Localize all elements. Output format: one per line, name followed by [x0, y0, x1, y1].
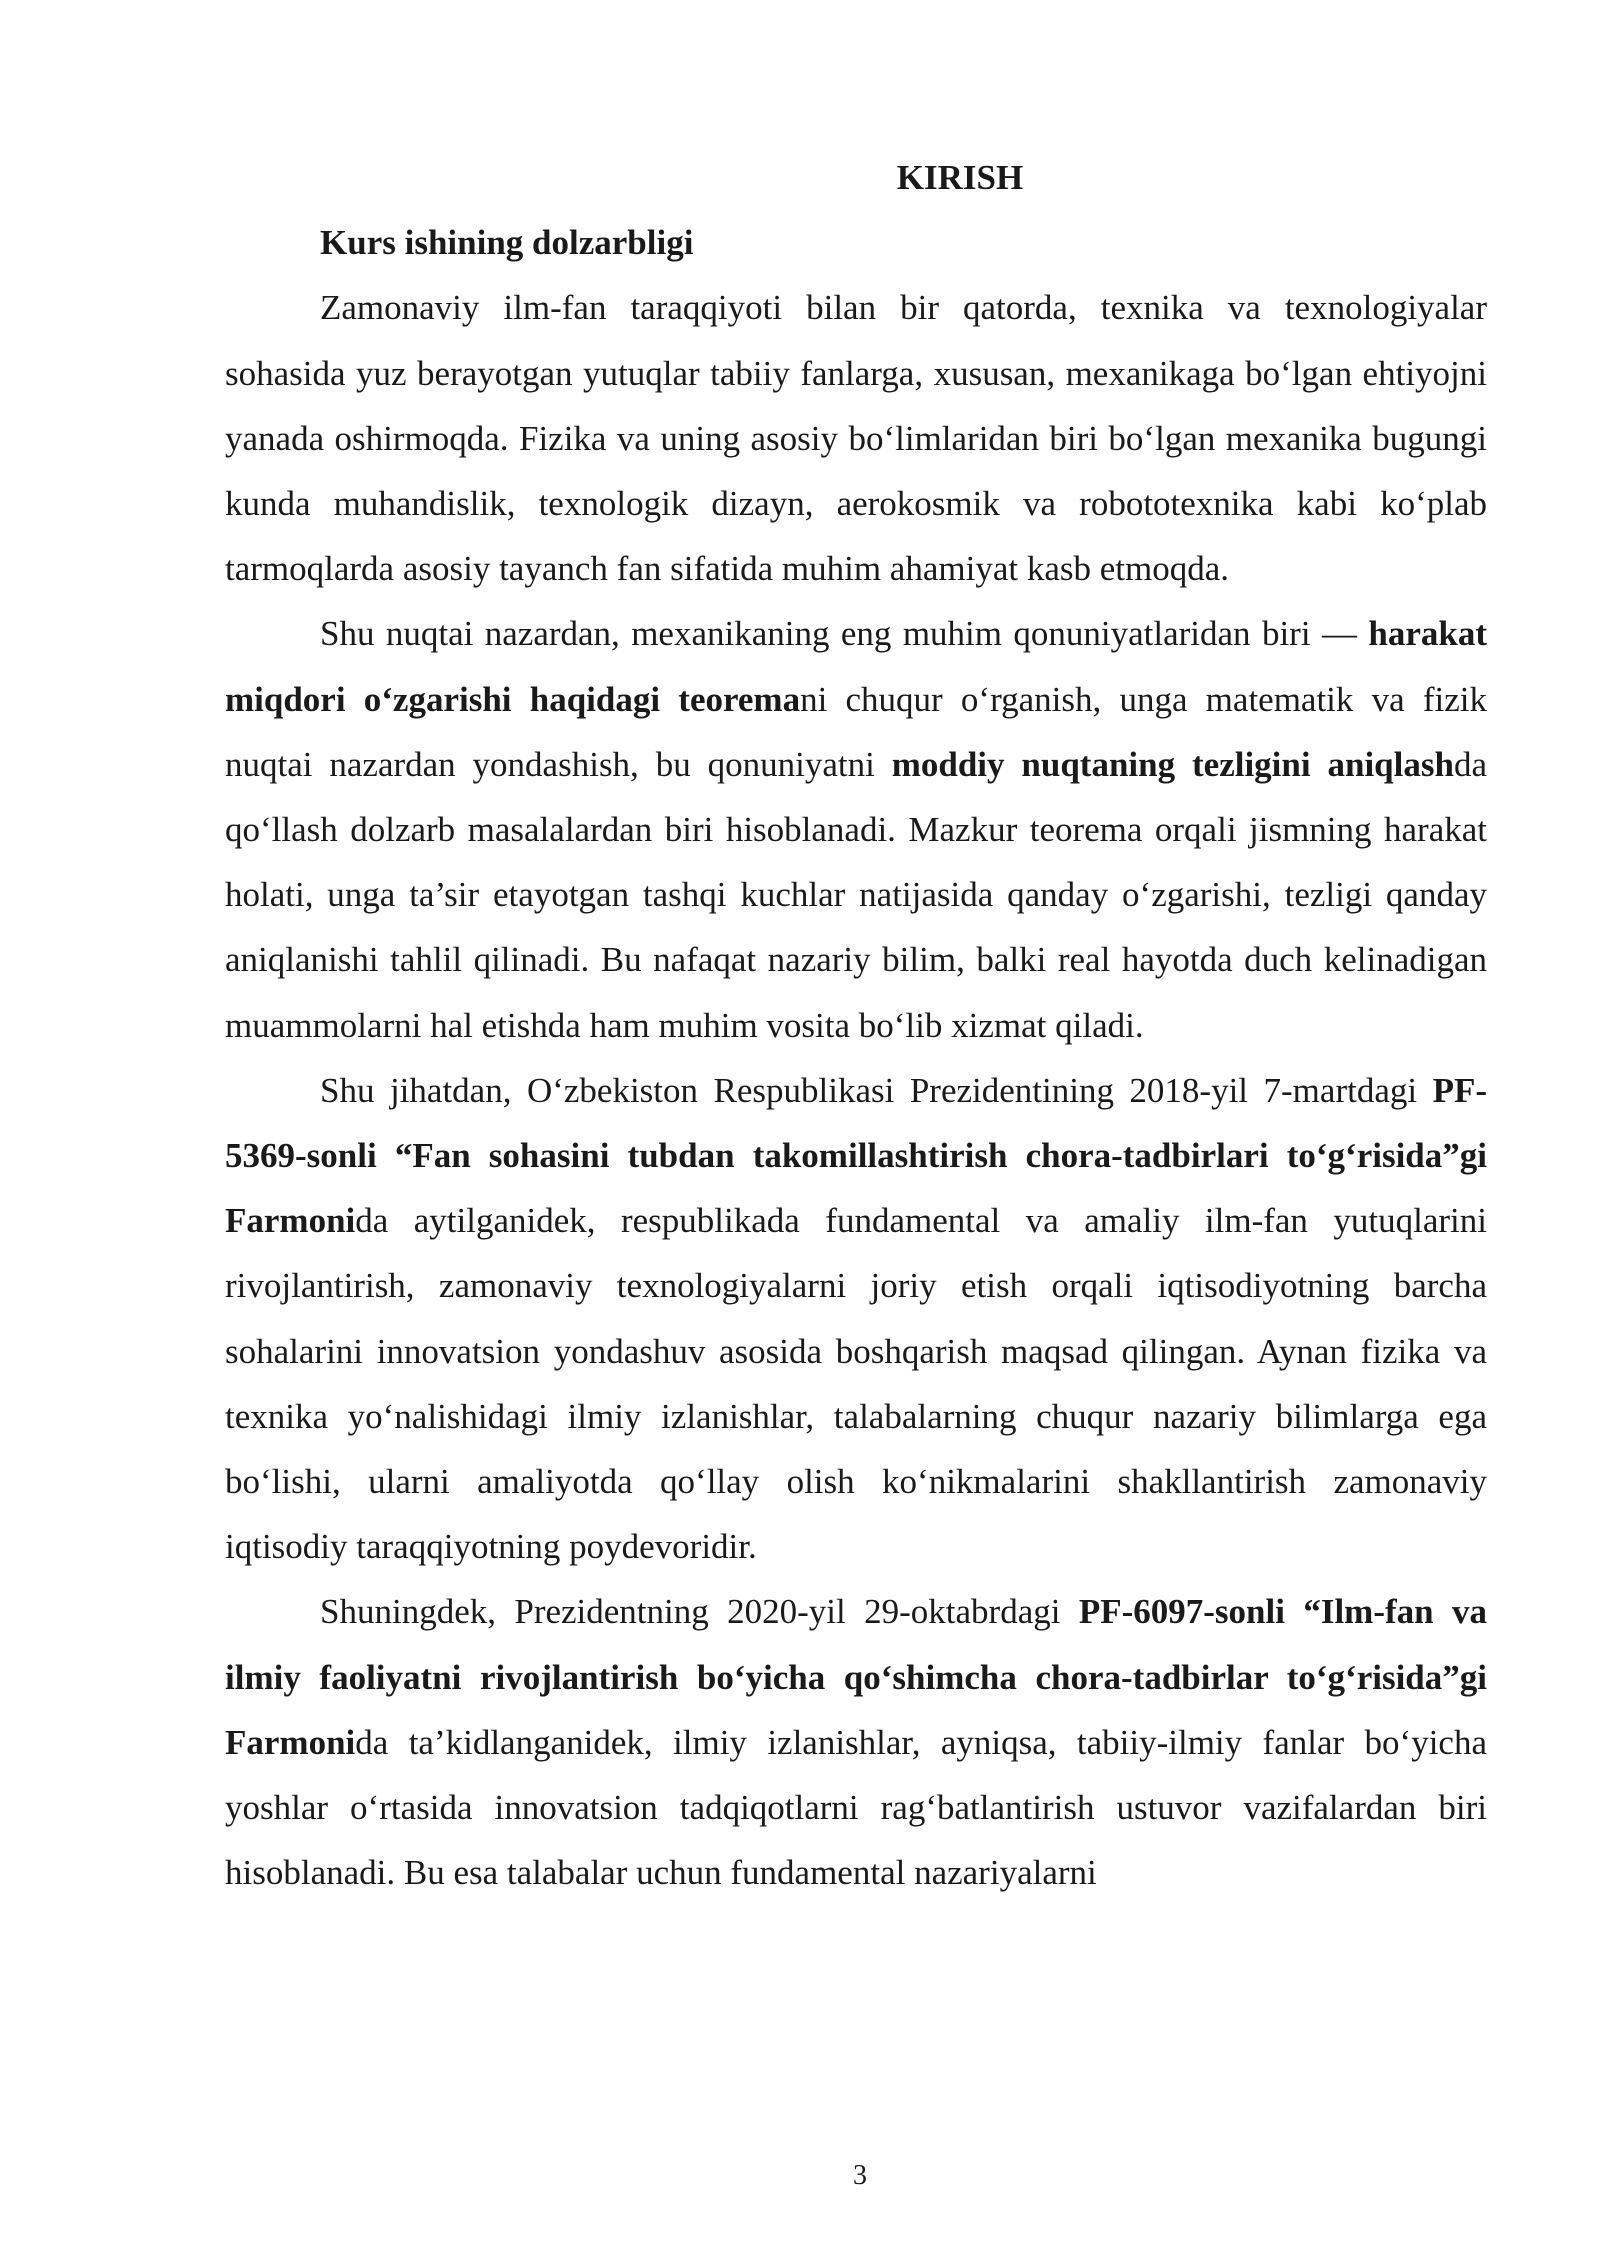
paragraph-2-bold-2: moddiy nuqtaning tezligini aniqlash — [891, 744, 1454, 784]
section-subheading: Kurs ishining dolzarbligi — [320, 223, 694, 263]
paragraph-3-text-1: Shu jihatdan, O‘zbekiston Respublikasi Prezidentining 2018-yil 7-martdagi — [320, 1070, 1433, 1110]
paragraph-2-text-2: ni chuqur o‘rganish, unga matematik va fizik nuqtai nazardan yondashish, bu qonuniyatni — [225, 679, 1487, 784]
paragraph-3-text-2: da aytilganidek, respublikada fundamental va amaliy ilm-fan yutuqlarini rivojlantirish, zamonaviy texnologiyalarni joriy etish orqali iqtisodiyotning barcha sohalarini innovatsion yondashuv asosida boshqarish maqsad qilingan. Aynan fizika va texnika yo‘nalishidagi ilmiy izlanishlar, talabalarning chuqur nazariy bilimlarga ega bo‘lishi, ularni amaliyotda qo‘llay olish ko‘nikmalarini shakllantirish zamonaviy iqtisodiy taraqqiyotning poydevoridir. — [225, 1201, 1487, 1567]
paragraph-4-text-2: da ta’kidlanganidek, ilmiy izlanishlar, ayniqsa, tabiiy-ilmiy fanlar bo‘yicha yoshlar o‘rtasida innovatsion tadqiqotlarni rag‘batlantirish ustuvor vazifalardan biri hisoblanadi. Bu esa talabalar uchun fundamental nazariyalarni — [225, 1722, 1487, 1893]
paragraph-4 — [225, 1579, 1487, 1905]
page-title: KIRISH — [896, 158, 1024, 197]
paragraph-4-bold-1: PF-6097-sonli “Ilm-fan va ilmiy faoliyatni rivojlantirish bo‘yicha qo‘shimcha chora-tadbirlar to‘g‘risida”gi Farmoni — [225, 1592, 1487, 1762]
page-number: 3 — [853, 2160, 867, 2191]
page-body — [225, 145, 1487, 1905]
paragraph-4-text-1: Shuningdek, Prezidentning 2020-yil 29-oktabrdagi — [320, 1592, 1079, 1632]
paragraph-2-text-1: Shu nuqtai nazardan, mexanikaning eng muhim qonuniyatlaridan biri — — [320, 614, 1369, 654]
paragraph-2-bold-1: harakat miqdori o‘zgarishi haqidagi teorema — [225, 614, 1487, 719]
paragraph-1: Zamonaviy ilm-fan taraqqiyoti bilan bir qatorda, texnika va texnologiyalar sohasida yuz berayotgan yutuqlar tabiiy fanlarga, xususan, mexanikaga bo‘lgan ehtiyojni yanada oshirmoqda. Fizika va uning asosiy bo‘limlaridan biri bo‘lgan mexanika bugungi kunda muhandislik, texnologik dizayn, aerokosmik va robototexnika kabi ko‘plab tarmoqlarda asosiy tayanch fan sifatida muhim ahamiyat kasb etmoqda. — [225, 288, 1487, 589]
paragraph-2-text-3: da qo‘llash dolzarb masalalardan biri hisoblanadi. Mazkur teorema orqali jismning harakat holati, unga ta’sir etayotgan tashqi kuchlar natijasida qanday o‘zgarishi, tezligi qanday aniqlanishi tahlil qilinadi. Bu nafaqat nazariy bilim, balki real hayotda duch kelinadigan muammolarni hal etishda ham muhim vosita bo‘lib xizmat qiladi. — [225, 744, 1487, 1045]
paragraph-3 — [225, 1058, 1487, 1580]
paragraph-3-bold-1: PF-5369-sonli “Fan sohasini tubdan takomillashtirish chora-tadbirlari to‘g‘risida”gi Farmoni — [225, 1070, 1487, 1241]
paragraph-2 — [225, 601, 1487, 1057]
